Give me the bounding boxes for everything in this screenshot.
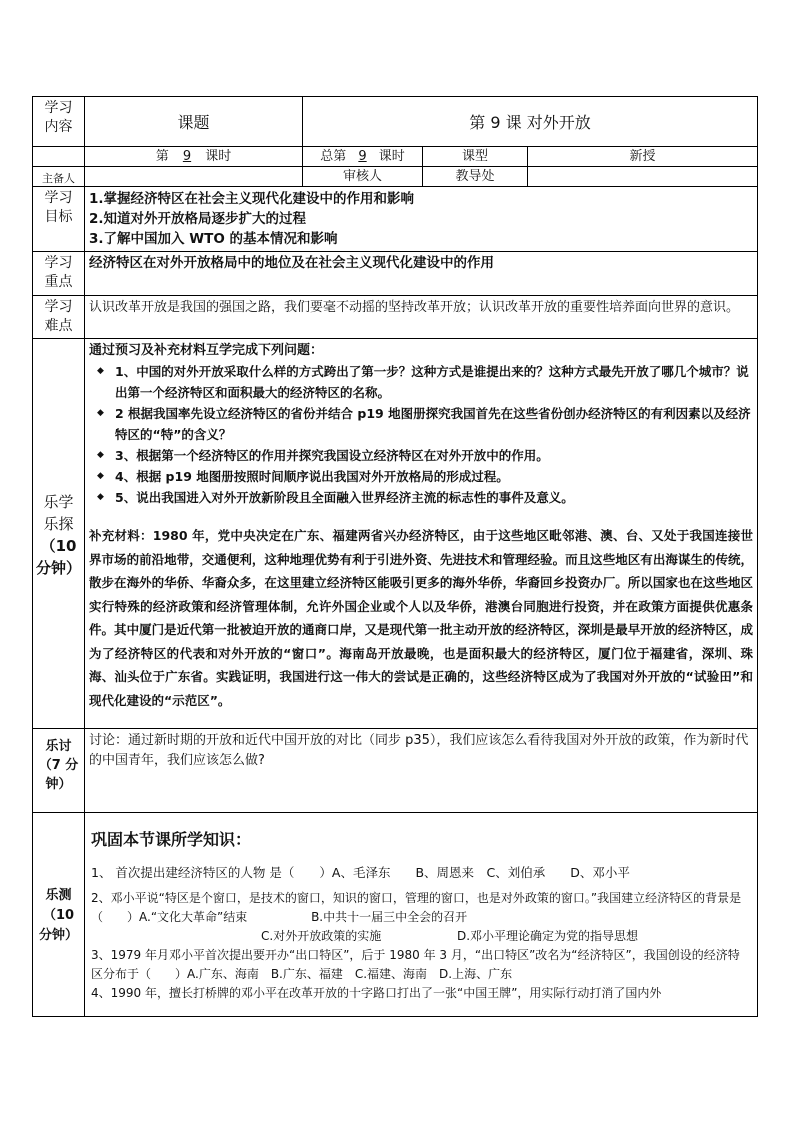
question-text: 5、说出我国进入对外开放新阶段且全面融入世界经济主流的标志性的事件及意义。	[115, 490, 574, 505]
prep-empty-cell	[528, 167, 758, 187]
quiz-question-2-option-c: C.对外开放政策的实施	[261, 929, 382, 943]
explore-content	[85, 339, 758, 729]
quiz-label	[33, 813, 85, 1017]
discuss-label-line: 乐讨	[45, 739, 72, 754]
question-item	[97, 445, 753, 466]
key-point-label	[33, 252, 85, 296]
lesson-plan-page	[32, 96, 757, 1017]
goal-item: 2.知道对外开放格局逐步扩大的过程	[89, 211, 307, 227]
lesson-hour-cell	[85, 147, 303, 167]
diamond-bullet-icon: ◆	[97, 366, 104, 376]
quiz-question-2-option-b: B.中共十一届三中全会的召开	[311, 910, 468, 924]
diamond-bullet-icon: ◆	[97, 471, 104, 481]
discuss-label-line: （7 分	[38, 758, 79, 773]
question-text: 1、中国的对外开放采取什么样的方式跨出了第一步？这种方式是谁提出来的？这种方式最先开放了哪几个城市？说出第一个经济特区和面积最大的经济特区的名称。	[115, 364, 749, 400]
quiz-question-3: 3、1979 年月邓小平首次提出要开办“出口特区”，后于 1980 年 3 月，“出口特区”改名为“经济特区”，我国创设的经济特区分布于（ ）A.广东、海南 B.广东、福建 C.福建、海南 D.上海、广东	[91, 948, 740, 981]
quiz-label-line: （10	[42, 907, 75, 923]
question-text: 3、根据第一个经济特区的作用并探究我国设立经济特区在对外开放中的作用。	[115, 448, 549, 463]
reviewer-value: 教导处	[423, 167, 528, 187]
goal-item: 3.了解中国加入 WTO 的基本情况和影响	[89, 231, 338, 247]
difficulty-row	[33, 296, 758, 339]
discuss-label	[33, 729, 85, 813]
lesson-hour-suffix: 课时	[205, 149, 232, 164]
key-point-row	[33, 252, 758, 296]
quiz-question-2-options-row	[91, 927, 751, 946]
total-hour-cell	[303, 147, 423, 167]
diamond-bullet-icon: ◆	[97, 492, 104, 502]
main-preparer-value	[85, 167, 303, 187]
content-label	[33, 97, 85, 147]
quiz-title: 巩固本节课所学知识：	[91, 830, 252, 849]
question-item	[97, 403, 753, 445]
content-label-text: 学习内容	[44, 100, 73, 135]
explore-label-line: 分钟）	[35, 558, 81, 577]
explore-label	[33, 339, 85, 729]
reviewer-label: 审核人	[303, 167, 423, 187]
question-text: 4、根据 p19 地图册按照时间顺序说出我国对外开放格局的形成过程。	[115, 469, 509, 484]
explore-label-line: （10	[40, 536, 77, 555]
total-hour-prefix: 总第	[320, 149, 347, 164]
explore-label-line: 乐探	[43, 514, 74, 533]
goals-list	[85, 187, 758, 252]
quiz-question-2-stem: 2、邓小平说“特区是个窗口，是技术的窗口，知识的窗口，管理的窗口，也是对外政策的窗口。”我国建立经济特区的背景是（ ）A.“文化大革命”结束	[91, 891, 742, 924]
quiz-label-line: 乐测	[45, 887, 72, 903]
prep-row	[33, 167, 758, 187]
hours-empty-cell	[33, 147, 85, 167]
question-text: 2 根据我国率先设立经济特区的省份并结合 p19 地图册探究我国首先在这些省份创办经济特区的有利因素以及经济特区的“特”的含义？	[115, 406, 751, 442]
lesson-type-label: 课型	[423, 147, 528, 167]
lesson-hour-prefix: 第	[155, 149, 169, 164]
supplement-paragraph: 补充材料：1980 年，党中央决定在广东、福建两省兴办经济特区，由于这些地区毗邻港、澳、台、又处于我国连接世界市场的前沿地带，交通便利，这种地理优势有利于引进外资、先进技术和管理经验。而且这些地区有出海谋生的传统，散步在海外的华侨、华裔众多，在这里建立经济特区能吸引更多的海外华侨，华裔回乡投资办厂。所以国家也在这些地区实行特殊的经济政策和经济管理体制，允许外国企业或个人以及华侨，港澳台同胞进行投资，并在政策方面提供优惠条件。其中厦门是近代第一批被迫开放的通商口岸，又是现代第一批主动开放的经济特区，深圳是最早开放的经济特区，成为了经济特区的代表和对外开放的“窗口”。海南岛开放最晚，也是面积最大的经济特区，厦门位于福建省，深圳、珠海、汕头位于广东省。实践证明，我国进行这一伟大的尝试是正确的，这些经济特区成为了我国对外开放的“试验田”和现代化建设的“示范区”。	[89, 528, 754, 708]
question-item	[97, 487, 753, 508]
topic-row	[33, 97, 758, 147]
goals-row	[33, 187, 758, 252]
difficulty-text: 认识改革开放是我国的强国之路，我们要毫不动摇的坚持改革开放；认识改革开放的重要性培养面向世界的意识。	[85, 296, 758, 339]
goal-item: 1.掌握经济特区在社会主义现代化建设中的作用和影响	[89, 191, 415, 207]
diamond-bullet-icon: ◆	[97, 450, 104, 460]
total-hour-number: 9	[358, 149, 367, 164]
quiz-row	[33, 813, 758, 1017]
discuss-label-line: 钟）	[45, 777, 72, 792]
topic-value: 第 9 课 对外开放	[303, 97, 758, 147]
key-point-label-text: 学习重点	[44, 255, 73, 290]
lesson-hour-number: 9	[182, 149, 192, 164]
quiz-label-line: 分钟）	[38, 927, 78, 943]
goals-label	[33, 187, 85, 252]
quiz-content	[85, 813, 758, 1017]
quiz-question-2	[85, 889, 757, 946]
diamond-bullet-icon: ◆	[97, 408, 104, 418]
lesson-plan-table	[32, 96, 758, 1017]
discuss-text: 讨论：通过新时期的开放和近代中国开放的对比（同步 p35），我们应该怎么看待我国对外开放的政策，作为新时代的中国青年，我们应该怎么做?	[85, 729, 758, 813]
key-point-text: 经济特区在对外开放格局中的地位及在社会主义现代化建设中的作用	[85, 252, 758, 296]
question-item	[97, 361, 753, 403]
question-list	[85, 361, 757, 508]
total-hour-suffix: 课时	[378, 149, 405, 164]
difficulty-label-text: 学习难点	[44, 299, 73, 334]
goals-label-text: 学习目标	[44, 190, 73, 225]
question-item	[97, 466, 753, 487]
quiz-question-1: 1、 首次提出建经济特区的人物 是（ ）A、毛泽东 B、周恩来 C、刘伯承 D、邓小平	[91, 865, 630, 880]
quiz-question-4: 4、1990 年，擅长打桥牌的邓小平在改革开放的十字路口打出了一张“中国王牌”，用实际行动打消了国内外	[91, 986, 662, 1000]
discuss-row	[33, 729, 758, 813]
quiz-question-2-option-d: D.邓小平理论确定为党的指导思想	[457, 929, 639, 943]
lesson-type-value: 新授	[528, 147, 758, 167]
explore-label-line: 乐学	[43, 492, 74, 511]
topic-label: 课题	[85, 97, 303, 147]
main-preparer-label: 主备人	[33, 167, 85, 187]
difficulty-label	[33, 296, 85, 339]
explore-intro: 通过预习及补充材料互学完成下列问题：	[89, 343, 324, 358]
explore-row	[33, 339, 758, 729]
hours-row	[33, 147, 758, 167]
